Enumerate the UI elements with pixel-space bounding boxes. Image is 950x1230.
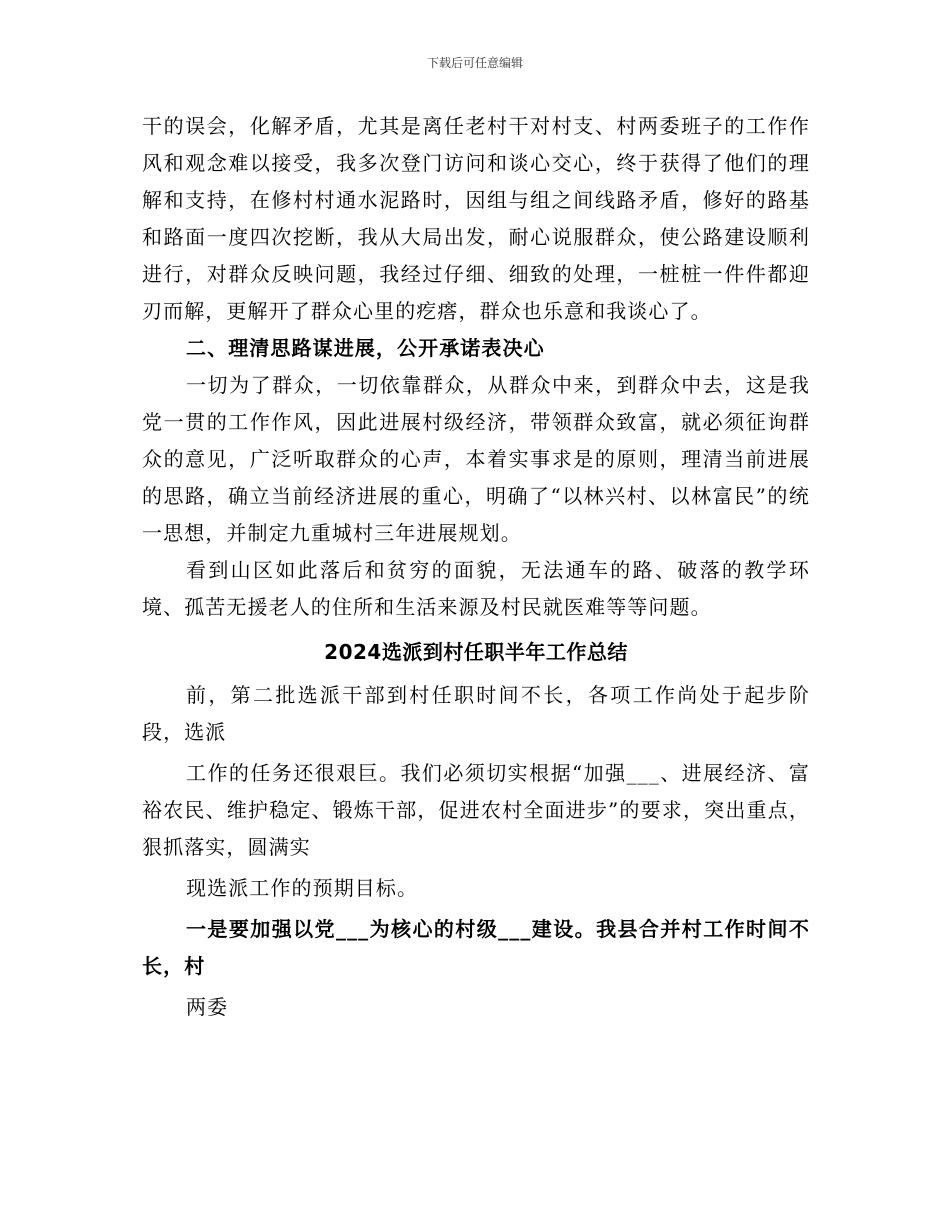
paragraph-6: 现选派工作的预期目标。 (186, 876, 419, 900)
paragraph-5: 工作的任务还很艰巨。我们必须切实根据“加强___、进展经济、富裕农民、维护稳定、锻炼干部，促进农村全面进步”的要求，突出重点，狠抓落实，圆满实 (142, 761, 810, 859)
section-heading-2: 二、理清思路谋进展，公开承诺表决心 (186, 336, 545, 360)
document-body (142, 108, 810, 1026)
paragraph-8: 两委 (186, 995, 229, 1019)
paragraph-1: 干的误会，化解矛盾，尤其是离任老村干对村支、村两委班子的工作作风和观念难以接受，我多次登门访问和谈心交心，终于获得了他们的理解和支持，在修村村通水泥路时，因组与组之间线路矛盾，修好的路基和路面一度四次挖断，我从大局出发，耐心说服群众，使公路建设顺利进行，对群众反映问题，我经过仔细、细致的处理，一桩桩一件件都迎刃而解，更解开了群众心里的疙瘩，群众也乐意和我谈心了。 (142, 114, 810, 323)
paragraph-7: 一是要加强以党___为核心的村级___建设。我县合并村工作时间不长，村 (142, 917, 810, 978)
document-title: 2024选派到村任职半年工作总结 (324, 640, 628, 664)
paragraph-4: 前，第二批选派干部到村任职时间不长，各项工作尚处于起步阶段，选派 (142, 683, 810, 744)
paragraph-3: 看到山区如此落后和贫穷的面貌，无法通车的路、破落的教学环境、孤苦无援老人的住所和生活来源及村民就医难等等问题。 (142, 558, 810, 619)
paragraph-2: 一切为了群众，一切依靠群众，从群众中来，到群众中去，这是我党一贯的工作作风，因此进展村级经济，带领群众致富，就必须征询群众的意见，广泛听取群众的心声，本着实事求是的原则，理清当前进展的思路，确立当前经济进展的重心，明确了“以林兴村、以林富民”的统一思想，并制定九重城村三年进展规划。 (142, 373, 810, 545)
page-header-note: 下载后可任意编辑 (426, 56, 523, 70)
